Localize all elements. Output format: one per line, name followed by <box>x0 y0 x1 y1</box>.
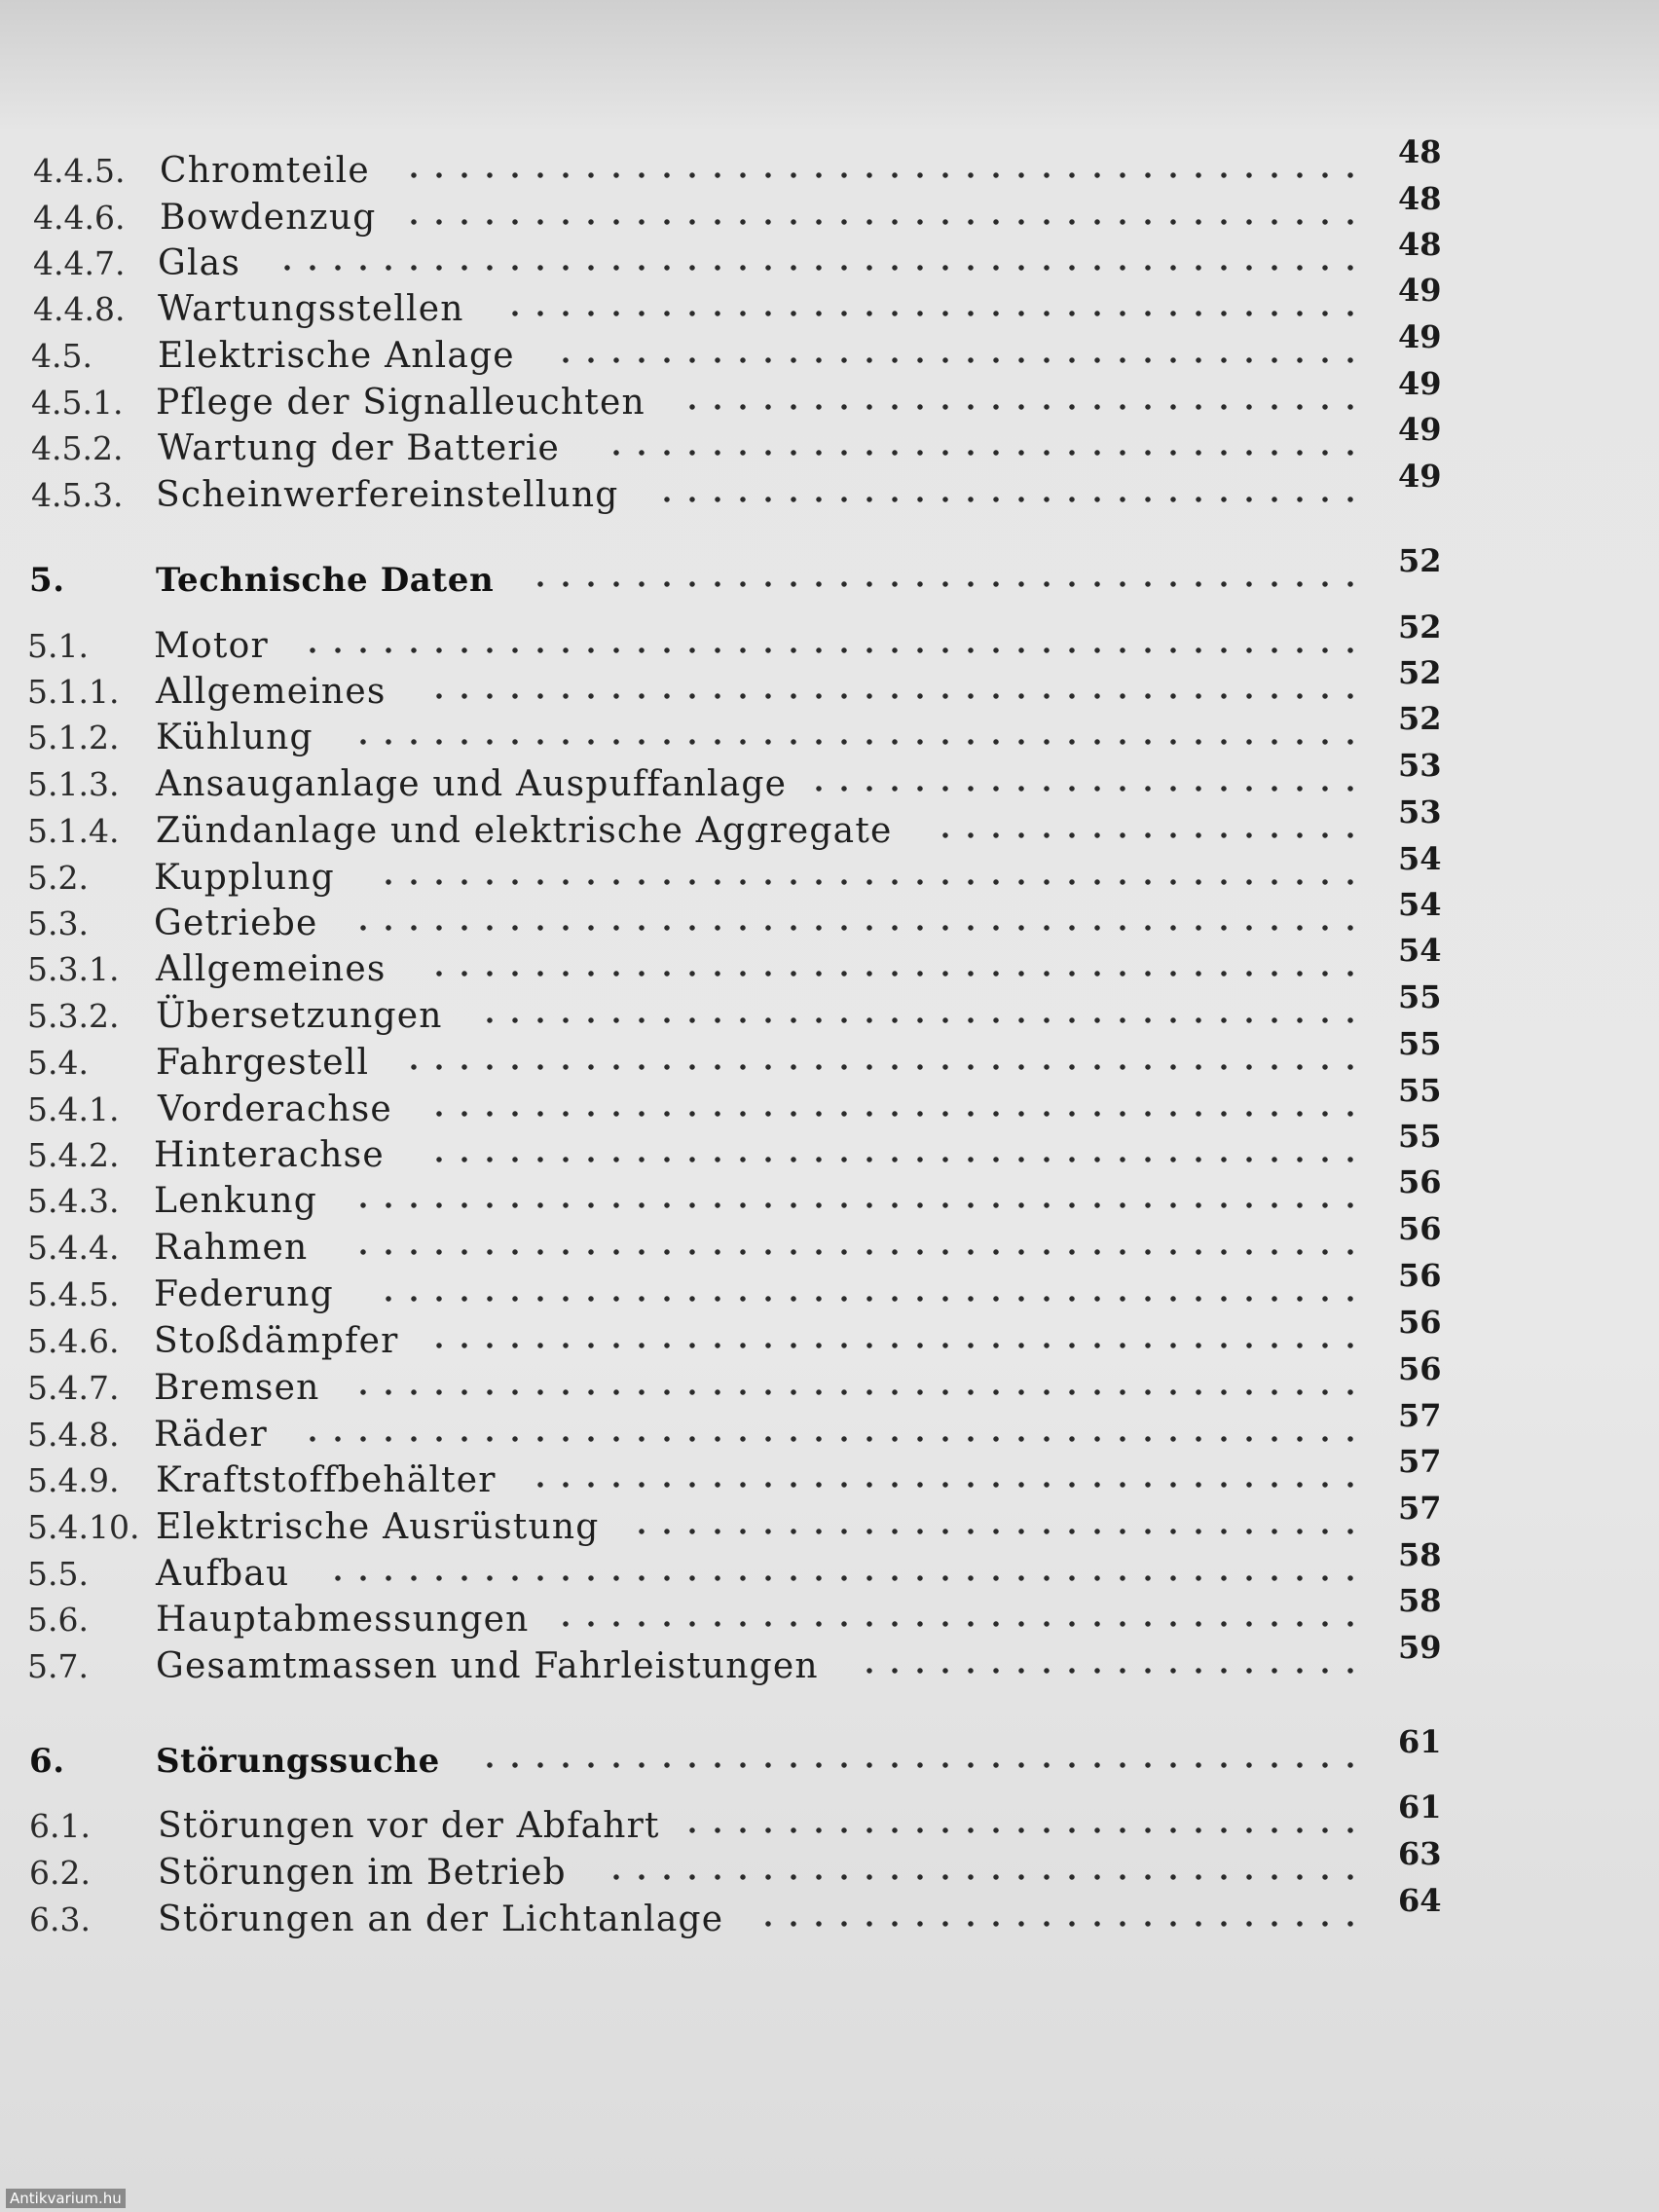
toc-entry-row <box>0 1882 1659 1943</box>
page-number: 55 <box>1398 978 1442 1015</box>
page-number: 53 <box>1398 747 1442 784</box>
page-number: 61 <box>1398 1723 1442 1760</box>
section-title: Rahmen <box>154 1228 309 1268</box>
page-number: 55 <box>1398 1025 1442 1062</box>
page-number: 53 <box>1398 793 1442 830</box>
page-number: 56 <box>1398 1350 1442 1387</box>
page-number: 61 <box>1398 1788 1442 1825</box>
dot-leader <box>325 1568 1363 1588</box>
section-title: Hauptabmessungen <box>156 1600 530 1640</box>
dot-leader <box>553 1614 1363 1634</box>
page-number: 48 <box>1398 180 1442 217</box>
page-number: 56 <box>1398 1163 1442 1200</box>
section-title: Allgemeines <box>156 672 387 712</box>
page-number: 54 <box>1398 840 1442 877</box>
section-number: 5.3.2. <box>27 997 120 1035</box>
section-title: Scheinwerfereinstellung <box>156 475 619 515</box>
page-number: 54 <box>1398 886 1442 923</box>
dot-leader <box>477 1011 1363 1030</box>
section-number: 4.4.7. <box>33 244 126 282</box>
section-number: 5.4.3. <box>27 1182 120 1220</box>
page-number: 55 <box>1398 1072 1442 1109</box>
dot-leader <box>300 1429 1363 1449</box>
dot-leader <box>350 1382 1363 1402</box>
dot-leader <box>300 641 1363 660</box>
section-number: 4.5.1. <box>31 384 124 422</box>
section-number: 4.4.5. <box>33 152 126 190</box>
page-number: 57 <box>1398 1443 1442 1480</box>
section-title: Störungssuche <box>156 1742 440 1781</box>
dot-leader <box>426 686 1363 706</box>
section-number: 5.4.10. <box>27 1508 140 1546</box>
dot-leader <box>477 1755 1363 1775</box>
section-number: 5.1.2. <box>27 719 120 756</box>
section-title: Chromteile <box>160 151 370 191</box>
section-number: 5.3. <box>27 904 89 942</box>
dot-leader <box>426 1104 1363 1124</box>
section-title: Zündanlage und elektrische Aggregate <box>156 811 893 851</box>
section-title: Störungen im Betrieb <box>158 1853 567 1893</box>
section-title: Glas <box>158 243 241 283</box>
section-number: 4.4.6. <box>33 199 126 237</box>
dot-leader <box>528 1475 1363 1494</box>
section-number: 4.4.8. <box>33 290 126 328</box>
section-title: Kupplung <box>154 858 335 898</box>
page-number: 57 <box>1398 1490 1442 1527</box>
section-number: 5.1. <box>27 627 89 665</box>
page-number: 52 <box>1398 542 1442 579</box>
dot-leader <box>502 304 1363 323</box>
page-number: 49 <box>1398 365 1442 402</box>
page-number: 52 <box>1398 700 1442 737</box>
dot-leader <box>401 166 1363 185</box>
dot-leader <box>376 872 1363 892</box>
dot-leader <box>806 779 1363 798</box>
section-title: Getriebe <box>154 903 318 943</box>
section-number: 5.4. <box>27 1044 89 1082</box>
page-number: 55 <box>1398 1118 1442 1155</box>
dot-leader <box>604 443 1363 462</box>
watermark: Antikvarium.hu <box>6 2189 126 2208</box>
dot-leader <box>857 1661 1363 1680</box>
section-title: Stoßdämpfer <box>154 1321 399 1361</box>
section-title: Bremsen <box>154 1368 320 1408</box>
dot-leader <box>376 1289 1363 1309</box>
section-number: 6. <box>29 1742 65 1781</box>
section-number: 5. <box>29 561 65 600</box>
page-number: 57 <box>1398 1397 1442 1434</box>
dot-leader <box>933 826 1363 845</box>
section-title: Aufbau <box>156 1554 290 1594</box>
section-number: 5.6. <box>27 1601 89 1639</box>
section-title: Störungen vor der Abfahrt <box>158 1806 660 1846</box>
dot-leader <box>553 350 1363 370</box>
dot-leader <box>654 490 1363 509</box>
section-title: Wartung der Batterie <box>158 428 561 468</box>
section-title: Kraftstoffbehälter <box>156 1460 497 1500</box>
section-title: Kühlung <box>156 718 313 757</box>
section-title: Federung <box>154 1274 334 1314</box>
page-number: 58 <box>1398 1536 1442 1573</box>
toc-entry-row <box>0 458 1659 519</box>
section-number: 6.2. <box>29 1854 91 1892</box>
section-number: 5.4.4. <box>27 1229 120 1267</box>
dot-leader <box>401 212 1363 232</box>
section-number: 5.4.9. <box>27 1461 120 1499</box>
section-number: 5.2. <box>27 859 89 897</box>
page-number: 64 <box>1398 1882 1442 1919</box>
dot-leader <box>756 1914 1363 1934</box>
section-number: 5.4.6. <box>27 1322 120 1360</box>
section-number: 4.5.3. <box>31 476 124 514</box>
section-number: 5.4.7. <box>27 1369 120 1407</box>
section-number: 5.1.4. <box>27 812 120 850</box>
dot-leader <box>350 1196 1363 1215</box>
page-number: 56 <box>1398 1210 1442 1247</box>
section-number: 5.7. <box>27 1647 89 1685</box>
toc-chapter-row <box>0 1723 1659 1785</box>
section-title: Wartungsstellen <box>158 289 464 329</box>
page-number: 63 <box>1398 1835 1442 1872</box>
page-number: 49 <box>1398 411 1442 448</box>
section-title: Technische Daten <box>156 561 495 600</box>
toc-entry-row <box>0 1629 1659 1690</box>
page-number: 49 <box>1398 318 1442 355</box>
dot-leader <box>604 1867 1363 1887</box>
section-title: Lenkung <box>154 1181 318 1221</box>
section-title: Ansauganlage und Auspuffanlage <box>156 764 788 804</box>
page-number: 59 <box>1398 1629 1442 1666</box>
section-number: 5.4.8. <box>27 1416 120 1454</box>
section-title: Elektrische Anlage <box>158 336 515 376</box>
dot-leader <box>275 258 1363 277</box>
section-title: Fahrgestell <box>156 1043 370 1083</box>
dot-leader <box>426 964 1363 983</box>
page-number: 48 <box>1398 226 1442 263</box>
section-number: 5.3.1. <box>27 950 120 988</box>
page-number: 49 <box>1398 272 1442 309</box>
section-title: Vorderachse <box>158 1089 392 1129</box>
page-number: 49 <box>1398 458 1442 495</box>
section-number: 5.4.5. <box>27 1275 120 1313</box>
page-number: 58 <box>1398 1582 1442 1619</box>
page-number: 54 <box>1398 932 1442 969</box>
page-number: 56 <box>1398 1304 1442 1341</box>
page-number: 56 <box>1398 1257 1442 1294</box>
dot-leader <box>680 1821 1363 1840</box>
section-number: 5.1.3. <box>27 765 120 803</box>
dot-leader <box>350 732 1363 752</box>
section-title: Gesamtmassen und Fahrleistungen <box>156 1646 819 1686</box>
section-title: Motor <box>154 626 269 666</box>
dot-leader <box>350 1242 1363 1262</box>
dot-leader <box>350 918 1363 938</box>
section-number: 5.5. <box>27 1555 89 1593</box>
section-number: 6.3. <box>29 1900 91 1938</box>
section-number: 5.4.1. <box>27 1090 120 1128</box>
section-number: 6.1. <box>29 1807 91 1845</box>
section-title: Übersetzungen <box>156 996 443 1036</box>
section-title: Hinterachse <box>154 1135 385 1175</box>
section-title: Räder <box>154 1415 268 1455</box>
section-title: Bowdenzug <box>160 198 377 238</box>
section-title: Pflege der Signalleuchten <box>156 383 645 423</box>
section-title: Elektrische Ausrüstung <box>156 1507 600 1547</box>
toc-chapter-row <box>0 542 1659 604</box>
section-number: 5.1.1. <box>27 673 120 711</box>
dot-leader <box>426 1336 1363 1355</box>
section-number: 4.5. <box>31 337 92 375</box>
section-title: Allgemeines <box>156 949 387 989</box>
dot-leader <box>528 574 1363 594</box>
dot-leader <box>426 1150 1363 1169</box>
dot-leader <box>629 1522 1363 1541</box>
page-number: 48 <box>1398 133 1442 170</box>
section-title: Störungen an der Lichtanlage <box>158 1899 724 1939</box>
page-number: 52 <box>1398 608 1442 645</box>
dot-leader <box>401 1057 1363 1077</box>
section-number: 5.4.2. <box>27 1136 120 1174</box>
section-number: 4.5.2. <box>31 429 124 467</box>
page-number: 52 <box>1398 654 1442 691</box>
dot-leader <box>680 397 1363 417</box>
